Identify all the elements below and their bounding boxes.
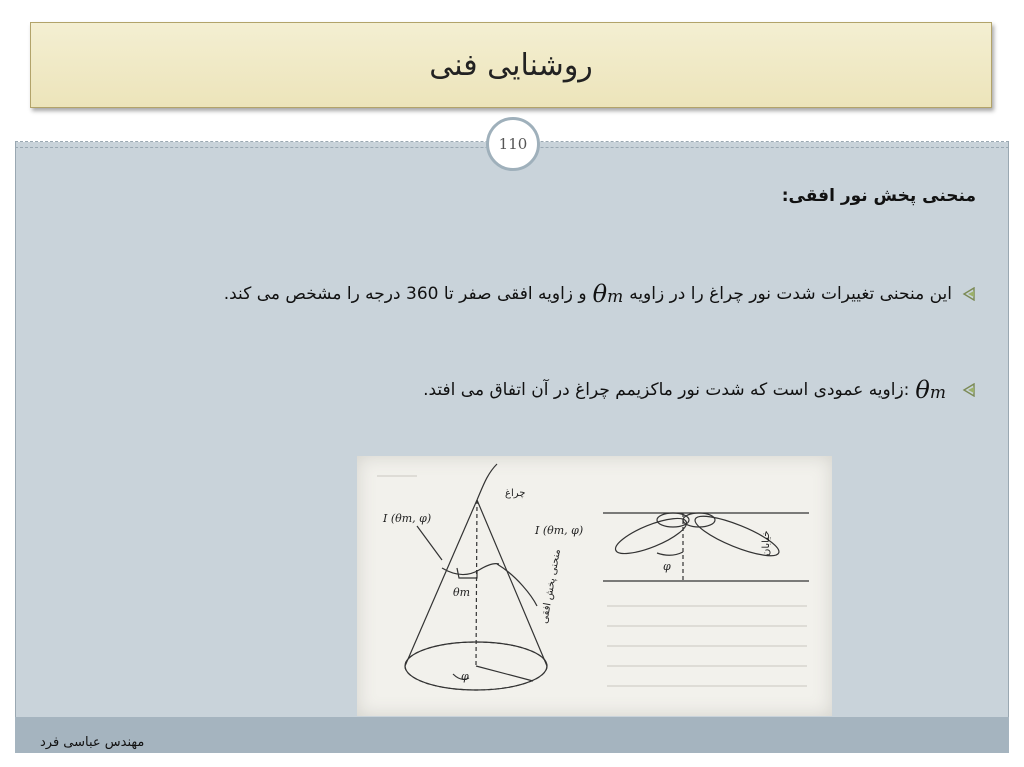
page-number-badge: [486, 117, 540, 171]
content-heading: منحنی پخش نور افقی:: [781, 186, 976, 206]
intensity-label-right: I (θm, φ): [535, 524, 584, 537]
footer-band: [15, 717, 1009, 753]
bullet-text-after: و زاویه افقی صفر تا 360 درجه را مشخص می کند.: [223, 284, 587, 304]
bullet-item: [423, 376, 976, 404]
arrow-bullet-icon: [962, 287, 976, 301]
phi-label: φ: [461, 670, 469, 683]
lamp-label: چراغ: [505, 488, 526, 499]
footer-author: مهندس عباسی فرد: [40, 735, 145, 750]
curve-label: منحنی پخش افقی: [539, 548, 564, 625]
bullet-text-after: :زاویه عمودی است که شدت نور ماکزیمم چراغ در آن اتفاق می افتد.: [423, 380, 910, 400]
cone-diagram-figure: [357, 456, 832, 716]
intensity-label-left: I (θm, φ): [383, 512, 432, 525]
cone-diagram: [357, 456, 832, 716]
arrow-bullet-icon: [962, 383, 976, 397]
street-label: خیابان: [761, 530, 772, 556]
phi-label-street: φ: [663, 560, 671, 573]
bullet-item: [224, 280, 976, 308]
theta-label: θm: [453, 586, 471, 599]
slide-title: روشنایی فنی: [429, 47, 593, 83]
theta-symbol: θm: [592, 280, 624, 308]
theta-symbol: θm: [915, 376, 946, 404]
bullet-text-before: این منحنی تغییرات شدت نور چراغ را در زاویه: [629, 284, 952, 304]
page-number: 110: [498, 135, 528, 153]
title-box: [30, 22, 992, 108]
